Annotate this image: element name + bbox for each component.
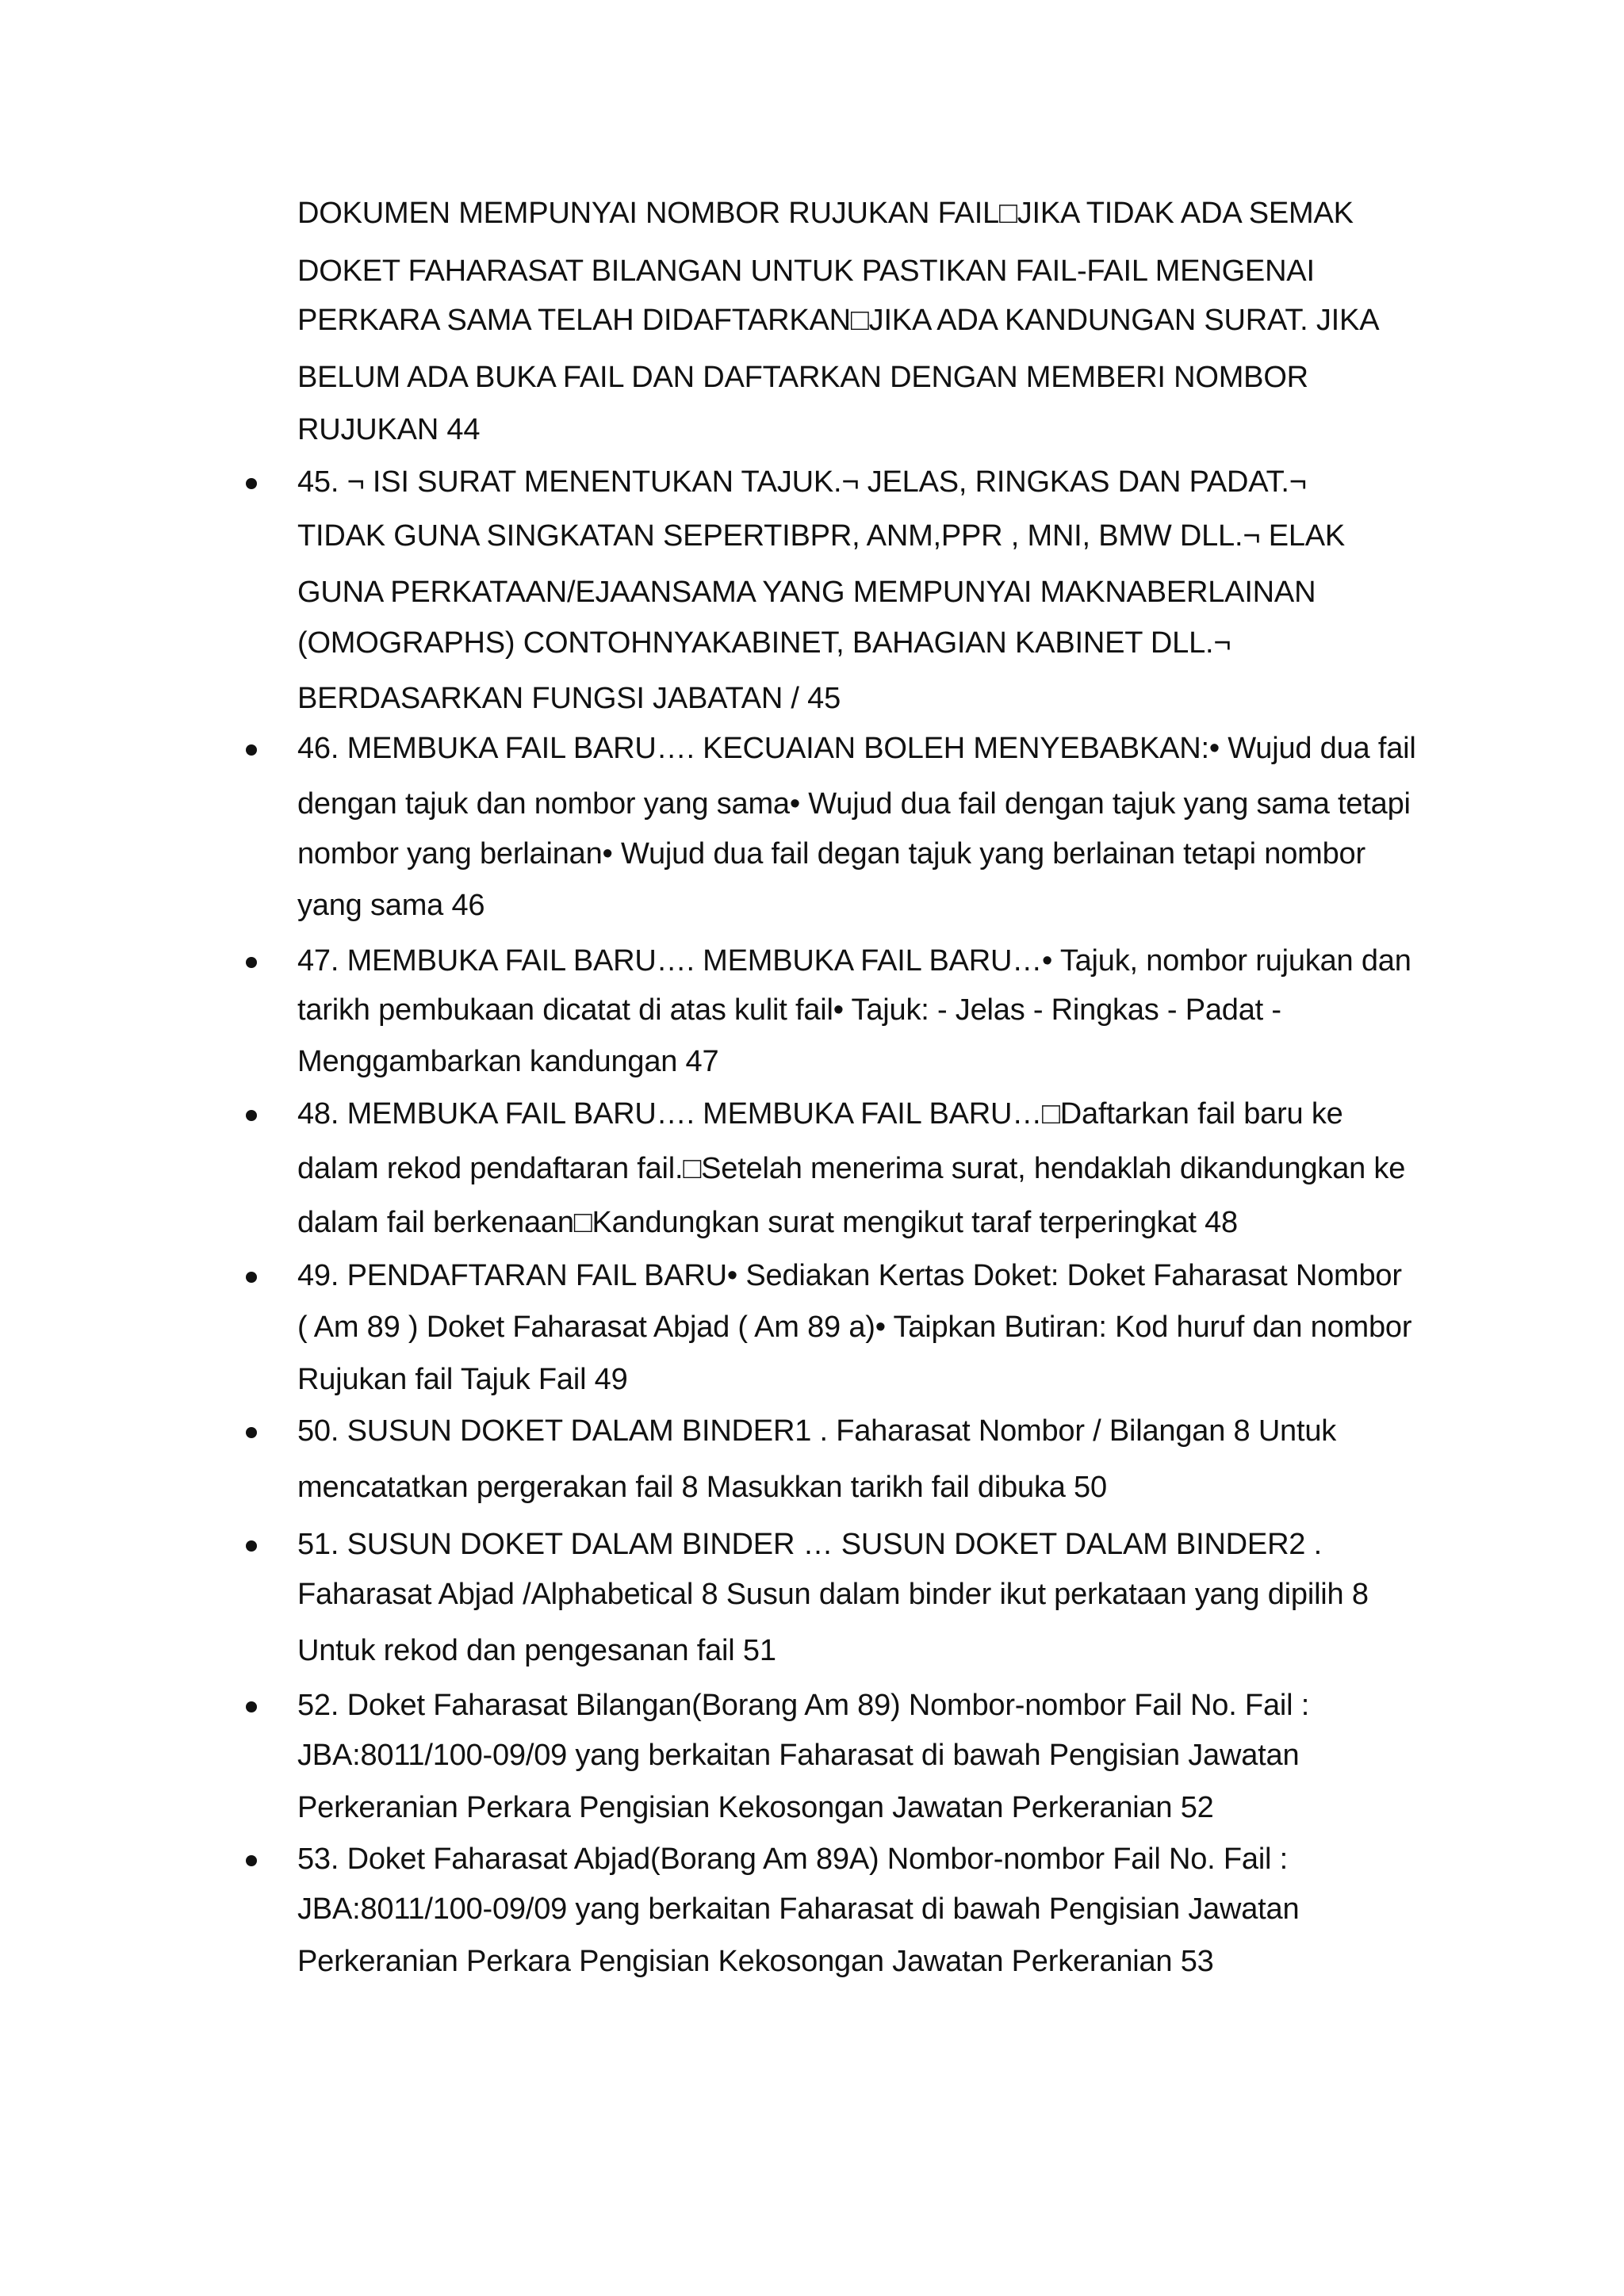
text-line: TIDAK GUNA SINGKATAN SEPERTIBPR, ANM,PPR , MNI, BMW DLL.¬ ELAK (297, 519, 1346, 553)
text-line: mencatatkan pergerakan fail 8 Masukkan tarikh fail dibuka 50 (297, 1471, 1107, 1504)
text-line: dengan tajuk dan nombor yang sama• Wujud dua fail dengan tajuk yang sama tetapi (297, 787, 1411, 821)
text-line: Perkeranian Perkara Pengisian Kekosongan Jawatan Perkeranian 52 (297, 1791, 1214, 1824)
list-bullet (246, 1272, 257, 1283)
text-line: Untuk rekod dan pengesanan fail 51 (297, 1634, 776, 1667)
text-line: PERKARA SAMA TELAH DIDAFTARKAN□JIKA ADA KANDUNGAN SURAT. JIKA (297, 304, 1380, 337)
text-line: yang sama 46 (297, 889, 485, 922)
text-line: dalam rekod pendaftaran fail.□Setelah menerima surat, hendaklah dikandungkan ke (297, 1152, 1406, 1185)
list-bullet (246, 1701, 257, 1712)
text-line: tarikh pembukaan dicatat di atas kulit fail• Tajuk: - Jelas - Ringkas - Padat - (297, 993, 1281, 1027)
list-item-text: 52. Doket Faharasat Bilangan(Borang Am 89) Nombor-nombor Fail No. Fail : (297, 1689, 1310, 1722)
text-line: (OMOGRAPHS) CONTOHNYAKABINET, BAHAGIAN KABINET DLL.¬ (297, 626, 1231, 660)
list-bullet (246, 1427, 257, 1438)
text-line: Rujukan fail Tajuk Fail 49 (297, 1363, 628, 1396)
text-line: DOKUMEN MEMPUNYAI NOMBOR RUJUKAN FAIL□JIKA TIDAK ADA SEMAK (297, 197, 1354, 230)
list-item-text: 53. Doket Faharasat Abjad(Borang Am 89A) Nombor-nombor Fail No. Fail : (297, 1843, 1289, 1876)
list-bullet (246, 1855, 257, 1866)
text-line: Faharasat Abjad /Alphabetical 8 Susun dalam binder ikut perkataan yang dipilih 8 (297, 1578, 1369, 1611)
text-line: BERDASARKAN FUNGSI JABATAN / 45 (297, 682, 841, 715)
list-item-text: 46. MEMBUKA FAIL BARU…. KECUAIAN BOLEH MENYEBABKAN:• Wujud dua fail (297, 732, 1416, 765)
list-item-text: 49. PENDAFTARAN FAIL BARU• Sediakan Kertas Doket: Doket Faharasat Nombor (297, 1259, 1402, 1292)
list-bullet (246, 1110, 257, 1121)
list-bullet (246, 1540, 257, 1552)
text-line: Menggambarkan kandungan 47 (297, 1045, 719, 1078)
text-line: DOKET FAHARASAT BILANGAN UNTUK PASTIKAN FAIL-FAIL MENGENAI (297, 254, 1315, 288)
text-line: ( Am 89 ) Doket Faharasat Abjad ( Am 89 a)• Taipkan Butiran: Kod huruf dan nombor (297, 1311, 1412, 1344)
text-line: GUNA PERKATAAN/EJAANSAMA YANG MEMPUNYAI MAKNABERLAINAN (297, 576, 1316, 609)
list-bullet (246, 478, 257, 489)
text-line: RUJUKAN 44 (297, 413, 481, 446)
text-line: Perkeranian Perkara Pengisian Kekosongan Jawatan Perkeranian 53 (297, 1945, 1214, 1978)
text-line: JBA:8011/100-09/09 yang berkaitan Faharasat di bawah Pengisian Jawatan (297, 1892, 1300, 1926)
list-bullet (246, 957, 257, 968)
text-line: dalam fail berkenaan□Kandungkan surat mengikut taraf terperingkat 48 (297, 1206, 1238, 1239)
text-line: nombor yang berlainan• Wujud dua fail degan tajuk yang berlainan tetapi nombor (297, 837, 1365, 871)
list-item-text: 45. ¬ ISI SURAT MENENTUKAN TAJUK.¬ JELAS, RINGKAS DAN PADAT.¬ (297, 465, 1307, 499)
text-line: BELUM ADA BUKA FAIL DAN DAFTARKAN DENGAN MEMBERI NOMBOR (297, 361, 1308, 394)
list-item-text: 50. SUSUN DOKET DALAM BINDER1 . Faharasat Nombor / Bilangan 8 Untuk (297, 1414, 1337, 1448)
list-item-text: 51. SUSUN DOKET DALAM BINDER … SUSUN DOKET DALAM BINDER2 . (297, 1528, 1322, 1561)
list-item-text: 48. MEMBUKA FAIL BARU…. MEMBUKA FAIL BARU…□Daftarkan fail baru ke (297, 1097, 1343, 1131)
text-line: JBA:8011/100-09/09 yang berkaitan Faharasat di bawah Pengisian Jawatan (297, 1739, 1300, 1772)
list-bullet (246, 744, 257, 756)
list-item-text: 47. MEMBUKA FAIL BARU…. MEMBUKA FAIL BARU…• Tajuk, nombor rujukan dan (297, 944, 1411, 978)
